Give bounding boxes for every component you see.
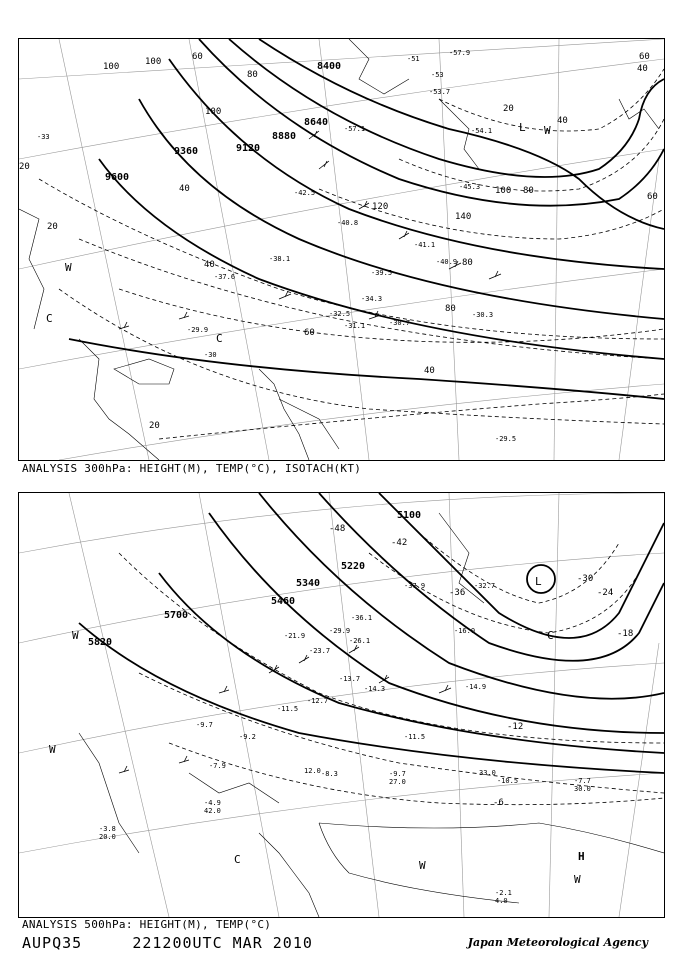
station-value: -21.9 xyxy=(284,632,306,640)
coastline xyxy=(19,39,659,460)
agency-name: Japan Meteorological Agency xyxy=(467,936,648,949)
station-value: 30.0 xyxy=(574,785,591,793)
height-label: 5700 xyxy=(164,610,189,621)
station-value: -23.7 xyxy=(309,647,331,655)
height-label: 9360 xyxy=(174,146,199,157)
warm-center-marker: W xyxy=(544,124,551,137)
temperature-label: -40.9 xyxy=(436,258,458,266)
isotach-label: 120 xyxy=(372,202,389,212)
product-code: AUPQ35 xyxy=(22,934,83,952)
height-label: 5100 xyxy=(397,510,422,521)
temperature-label: -30 xyxy=(204,351,217,359)
station-value: -9.2 xyxy=(239,733,256,741)
isotach-label: 100 xyxy=(495,186,512,196)
station-value: -13.7 xyxy=(339,675,361,683)
temp-contour-label: -30 xyxy=(577,574,594,584)
cold-center-marker: C xyxy=(46,312,53,325)
isotach-label: 40 xyxy=(424,366,435,376)
temperature-label: -54.1 xyxy=(471,127,493,135)
warm-center-marker: W xyxy=(72,629,79,642)
height-contours xyxy=(69,39,664,399)
station-value: -14.9 xyxy=(465,683,487,691)
temp-contour-label: -24 xyxy=(597,588,614,598)
temp-contour-label: -36 xyxy=(449,588,466,598)
temperature-label: -40.8 xyxy=(337,219,359,227)
chart-500hpa-caption: ANALYSIS 500hPa: HEIGHT(M), TEMP(°C) xyxy=(22,918,272,931)
station-value: -12.7 xyxy=(307,697,329,705)
isotach-label: 80 xyxy=(462,258,473,268)
isotach-label: 60 xyxy=(304,328,315,338)
station-value: -32.7 xyxy=(474,582,496,590)
station-value: -26.1 xyxy=(349,637,371,645)
warm-center-marker: W xyxy=(419,859,426,872)
height-label: 5340 xyxy=(296,578,321,589)
product-footer xyxy=(22,934,313,952)
temp-contour-label: -18 xyxy=(617,629,634,639)
isotach-label: 100 xyxy=(145,57,162,67)
high-center-marker: H xyxy=(578,850,585,863)
isotach-label: 140 xyxy=(455,212,472,222)
chart-500hpa-canvas xyxy=(19,493,664,917)
height-label: 8640 xyxy=(304,117,329,128)
isotach-label: 20 xyxy=(47,222,58,232)
temperature-label: -32.5 xyxy=(329,310,351,318)
station-value: -7.9 xyxy=(209,762,226,770)
temperature-label: -51 xyxy=(407,55,420,63)
chart-300hpa xyxy=(18,38,665,461)
station-value: -8.3 xyxy=(321,770,338,778)
isotach-label: 60 xyxy=(192,52,203,62)
height-label: 5220 xyxy=(341,561,366,572)
isotach-label: 100 xyxy=(205,107,222,117)
warm-center-marker: W xyxy=(49,743,56,756)
warm-center-marker: W xyxy=(65,261,72,274)
station-value: -9.7 xyxy=(196,721,213,729)
isotach-label: 40 xyxy=(204,260,215,270)
isotach-label: 100 xyxy=(103,62,120,72)
isotach-label: 20 xyxy=(19,162,30,172)
temperature-label: -37.6 xyxy=(214,273,236,281)
low-center-marker: L xyxy=(519,121,526,134)
station-value: -16.0 xyxy=(454,627,476,635)
temperature-label: -45.3 xyxy=(459,183,481,191)
cold-center-marker: C xyxy=(234,853,241,866)
temperature-label: -30.3 xyxy=(472,311,494,319)
station-value: 20.0 xyxy=(99,833,116,841)
temperature-label: -42.5 xyxy=(294,189,316,197)
temperature-label: -34.3 xyxy=(361,295,383,303)
warm-center-marker: W xyxy=(574,873,581,886)
station-value: 12.0 xyxy=(304,767,321,775)
height-label: 8400 xyxy=(317,61,342,72)
station-value: -7.7 xyxy=(574,777,591,785)
station-value: -3.8 xyxy=(99,825,116,833)
isotach-label: 80 xyxy=(445,304,456,314)
isotach-label: 80 xyxy=(247,70,258,80)
isotach-label: 40 xyxy=(637,64,648,74)
temp-contour-label: -42 xyxy=(391,538,408,548)
graticule xyxy=(19,39,664,460)
temperature-label: -31.1 xyxy=(344,322,366,330)
height-contours xyxy=(79,493,664,773)
isotach-label: 20 xyxy=(149,421,160,431)
temperature-label: -57.9 xyxy=(449,49,471,57)
temperature-label: -33 xyxy=(37,133,50,141)
isotach-label: 40 xyxy=(557,116,568,126)
temperature-label: -30.7 xyxy=(389,319,411,327)
temperature-label: -39.5 xyxy=(371,269,393,277)
cold-center-marker: C xyxy=(547,629,554,642)
station-value: -29.9 xyxy=(329,627,351,635)
temp-contour-label: -12 xyxy=(507,722,524,732)
temperature-label: -53 xyxy=(431,71,444,79)
station-value: -4.9 xyxy=(204,799,221,807)
temperature-label: -53.7 xyxy=(429,88,451,96)
station-value: -2.1 xyxy=(495,889,512,897)
height-label: 8880 xyxy=(272,131,297,142)
station-value: -10.5 xyxy=(497,777,519,785)
station-value: 42.0 xyxy=(204,807,221,815)
temperature-label: -57.1 xyxy=(344,125,366,133)
height-label: 9600 xyxy=(105,172,130,183)
station-value: 27.0 xyxy=(389,778,406,786)
chart-300hpa-caption: ANALYSIS 300hPa: HEIGHT(M), TEMP(°C), ISOTACH(KT) xyxy=(22,462,362,475)
station-value: -11.5 xyxy=(277,705,299,713)
isotach-label: 60 xyxy=(639,52,650,62)
low-center-marker: L xyxy=(535,575,542,588)
temp-contour-label: -6 xyxy=(493,798,504,808)
temperature-label: -38.1 xyxy=(269,255,291,263)
station-value: -9.7 xyxy=(389,770,406,778)
height-label: 9120 xyxy=(236,143,261,154)
station-value: -37.9 xyxy=(404,582,426,590)
cold-center-marker: C xyxy=(216,332,223,345)
isotach-label: 20 xyxy=(503,104,514,114)
valid-time: 221200UTC MAR 2010 xyxy=(132,934,313,952)
temperature-label: -29.9 xyxy=(187,326,209,334)
station-value: 4.0 xyxy=(495,897,508,905)
isotach-label: 60 xyxy=(647,192,658,202)
station-value: -11.5 xyxy=(404,733,426,741)
temperature-label: -41.1 xyxy=(414,241,436,249)
temperature-label: -29.5 xyxy=(495,435,517,443)
isotach-label: 40 xyxy=(179,184,190,194)
chart-300hpa-canvas xyxy=(19,39,664,460)
station-value: 33.0 xyxy=(479,769,496,777)
height-label: 5460 xyxy=(271,596,296,607)
isotach-label: 80 xyxy=(523,186,534,196)
station-value: -36.1 xyxy=(351,614,373,622)
temp-contour-label: -48 xyxy=(329,524,346,534)
chart-500hpa xyxy=(18,492,665,918)
height-label: 5820 xyxy=(88,637,113,648)
station-value: -14.3 xyxy=(364,685,386,693)
graticule xyxy=(19,493,664,917)
